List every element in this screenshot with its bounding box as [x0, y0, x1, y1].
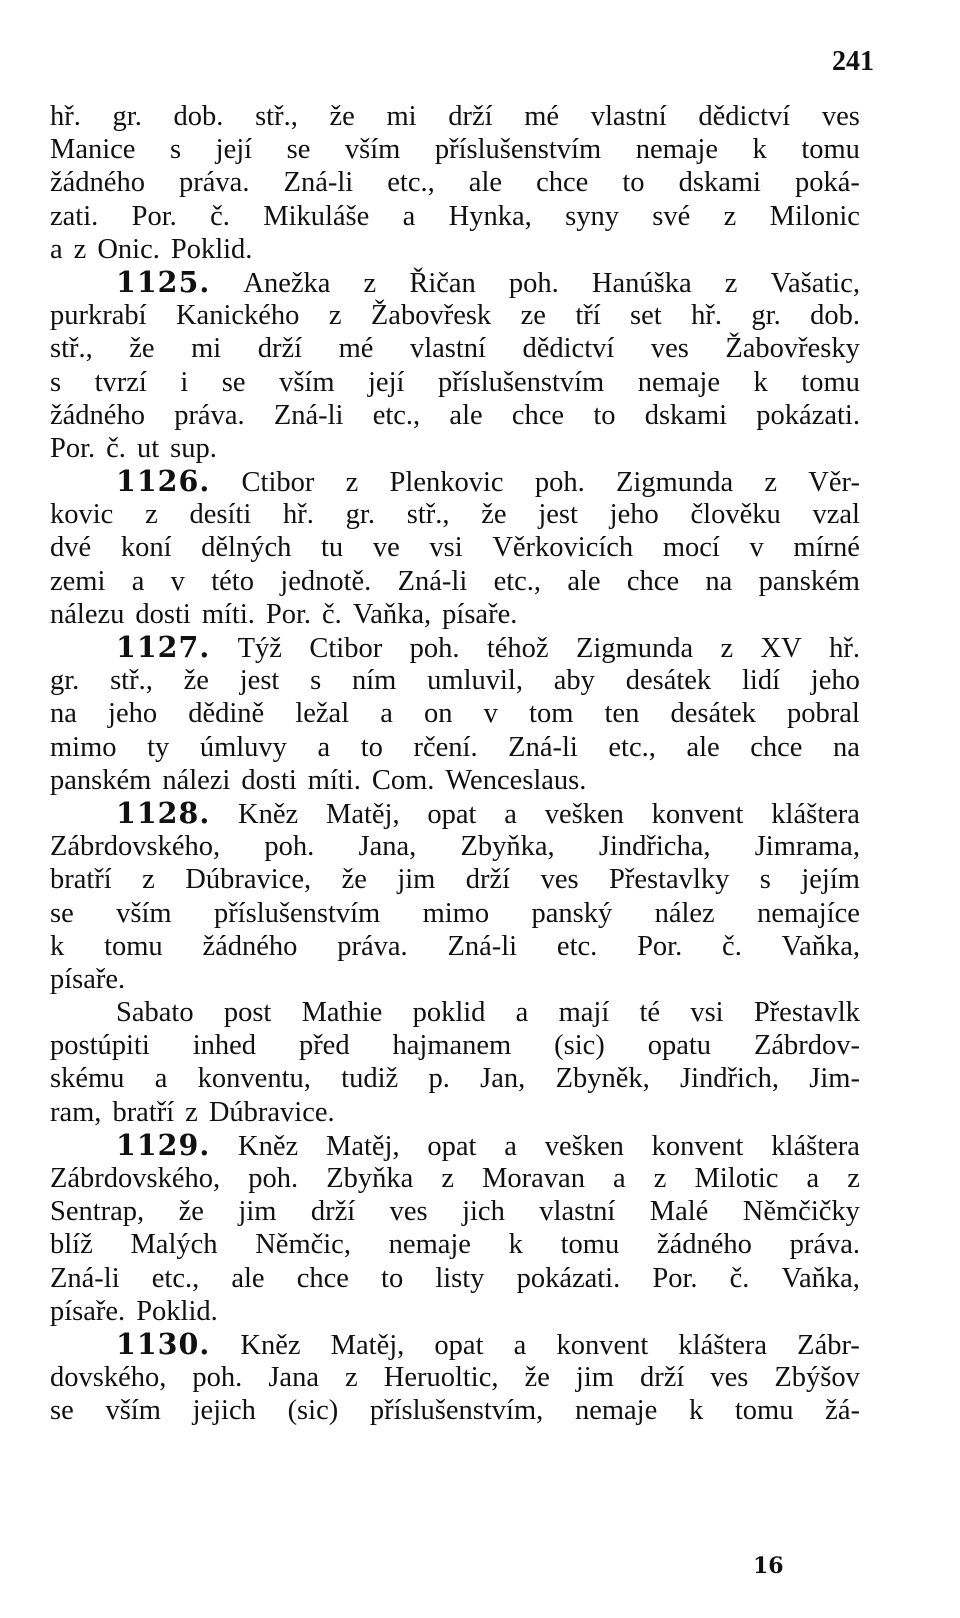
entry-number: 1129.: [116, 1127, 211, 1162]
entry-number: 1126.: [116, 464, 211, 499]
entry-number: 1125.: [116, 264, 211, 299]
entry-number: 1127.: [116, 630, 211, 664]
text-line: Sentrap, že jim drží ves jich vlastní Malé Němčičky: [50, 1196, 860, 1228]
entry-number: 1128.: [116, 795, 211, 830]
text-line: písaře.: [50, 963, 126, 995]
text-line: 1130. Kněz Matěj, opat a konvent kláštera Zábr-: [116, 1326, 860, 1361]
text-line: postúpiti inhed před hajmanem (sic) opatu Zábrdov-: [50, 1030, 860, 1062]
signature-mark: 16: [753, 1553, 784, 1579]
text-line: žádného práva. Zná-li etc., ale chce to dskami pokázati.: [50, 399, 860, 431]
text-line: Por. č. ut sup.: [50, 432, 217, 464]
text-line: Zná-li etc., ale chce to listy pokázati. Por. č. Vaňka,: [50, 1262, 860, 1294]
text-line: na jeho dědině ležal a on v tom ten desátek pobral: [50, 698, 860, 730]
entry-number: 1130.: [116, 1326, 211, 1361]
text-line: nálezu dosti míti. Por. č. Vaňka, písaře.: [50, 598, 518, 630]
text-line: 1125. Anežka z Řičan poh. Hanúška z Vašatic,: [116, 264, 860, 299]
text-line: blíž Malých Němčic, nemaje k tomu žádného práva.: [50, 1229, 860, 1261]
text-line: kovic z desíti hř. gr. stř., že jest jeho člověku vzal: [50, 499, 860, 531]
text-line: mimo ty úmluvy a to rčení. Zná-li etc., ale chce na: [50, 731, 860, 763]
text-line: Zábrdovského, poh. Jana, Zbyňka, Jindřicha, Jimrama,: [50, 831, 860, 863]
text-line: 1128. Kněz Matěj, opat a vešken konvent kláštera: [116, 795, 860, 830]
text-line: písaře. Poklid.: [50, 1295, 218, 1327]
text-line: a z Onic. Poklid.: [50, 233, 253, 265]
text-line: 1126. Ctibor z Plenkovic poh. Zigmunda z Věr-: [116, 464, 860, 499]
text-line: panském nálezi dosti míti. Com. Wenceslaus.: [50, 764, 587, 796]
text-line: zemi a v této jednotě. Zná-li etc., ale chce na panském: [50, 565, 860, 597]
text-line: purkrabí Kanického z Žabovřesk ze tří set hř. gr. dob.: [50, 300, 860, 332]
text-line: k tomu žádného práva. Zná-li etc. Por. č. Vaňka,: [50, 930, 860, 962]
body-text: [50, 100, 860, 1428]
text-line: bratří z Dúbravice, že jim drží ves Přestavlky s jejím: [50, 864, 860, 896]
page-number: 241: [832, 46, 874, 77]
text-line: Manice s její se vším příslušenstvím nemaje k tomu: [50, 134, 860, 166]
text-line: skému a konventu, tudiž p. Jan, Zbyněk, Jindřich, Jim-: [50, 1063, 860, 1095]
text-line: ram, bratří z Dúbravice.: [50, 1096, 335, 1128]
text-line: Zábrdovského, poh. Zbyňka z Moravan a z Milotic a z: [50, 1163, 860, 1194]
text-line: gr. stř., že jest s ním umluvil, aby desátek lidí jeho: [50, 665, 860, 697]
text-line: dvé koní dělných tu ve vsi Věrkovicích mocí v mírné: [50, 532, 860, 564]
text-line: zati. Por. č. Mikuláše a Hynka, syny své z Milonic: [50, 200, 860, 232]
text-line: dovského, poh. Jana z Heruoltic, že jim drží ves Zbýšov: [50, 1362, 860, 1394]
text-line: s tvrzí i se vším její příslušenstvím nemaje k tomu: [50, 366, 860, 398]
text-line: se vším jejich (sic) příslušenstvím, nemaje k tomu žá-: [50, 1395, 860, 1427]
text-line: 1127. Týž Ctibor poh. téhož Zigmunda z XV hř.: [116, 630, 860, 664]
text-line: stř., že mi drží mé vlastní dědictví ves Žabovřesky: [50, 333, 860, 365]
text-line: Sabato post Mathie poklid a mají té vsi Přestavlk: [116, 997, 860, 1029]
text-line: 1129. Kněz Matěj, opat a vešken konvent kláštera: [116, 1127, 860, 1162]
text-line: hř. gr. dob. stř., že mi drží mé vlastní dědictví ves: [50, 101, 860, 132]
text-line: se vším příslušenstvím mimo panský nález nemajíce: [50, 897, 860, 929]
text-line: žádného práva. Zná-li etc., ale chce to dskami poká-: [50, 167, 860, 199]
